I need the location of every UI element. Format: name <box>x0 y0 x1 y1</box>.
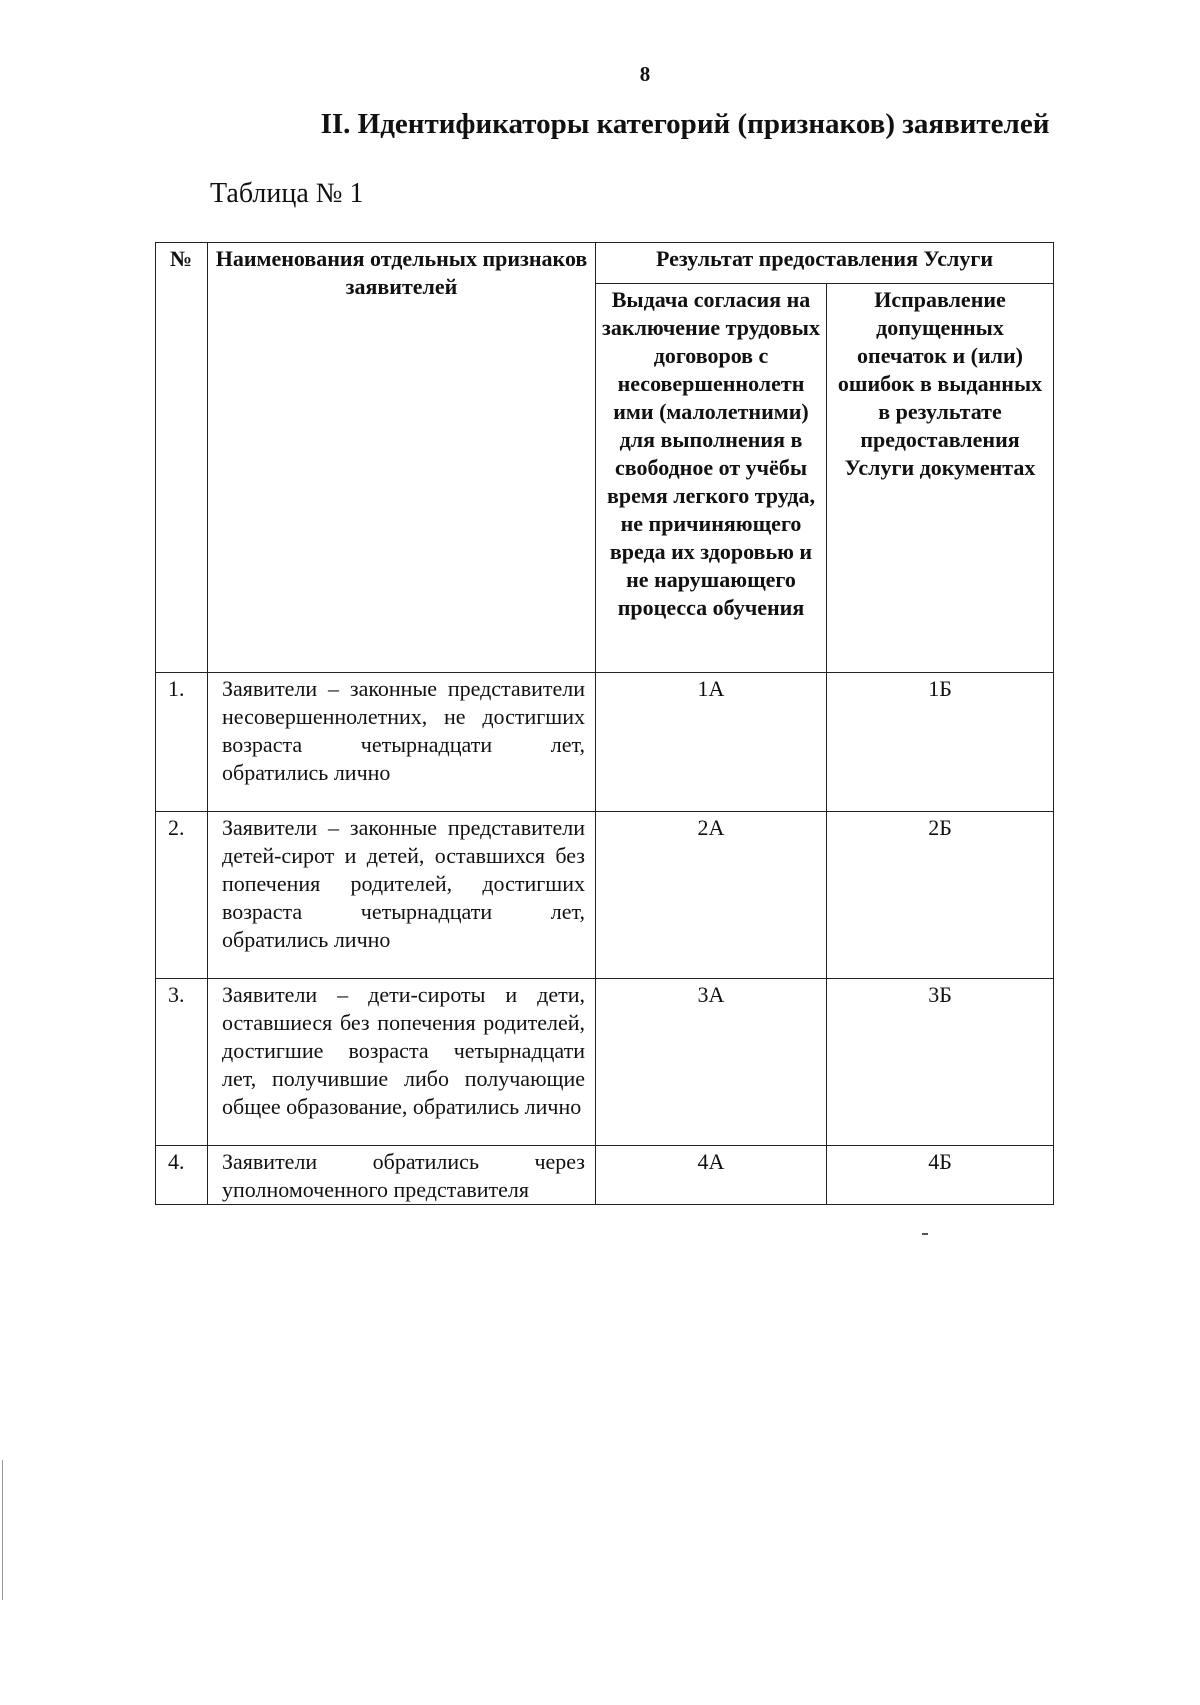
row-applicant-attribute: Заявители – дети-сироты и дети, оставшиеся без попечения родителей, достигшие возраста четырнадцати лет, получившие либо получающие общее образование, обратились лично <box>208 979 596 1146</box>
row-number: 4. <box>156 1146 208 1205</box>
table-row <box>156 812 1054 979</box>
row-code-consent: 2А <box>596 812 827 979</box>
table-row <box>156 979 1054 1146</box>
table-row <box>156 673 1054 812</box>
row-number: 1. <box>156 673 208 812</box>
header-result-consent: Выдача согласия на заключение трудовых договоров с несовершеннолетн ими (малолетними) для выполнения в свободное от учёбы время легкого труда, не причиняющего вреда их здоровью и не нарушающего процесса обучения <box>596 284 827 673</box>
page-number: 8 <box>639 62 651 86</box>
row-number: 3. <box>156 979 208 1146</box>
row-applicant-attribute: Заявители – законные представители несовершеннолетних, не достигших возраста четырнадцати лет, обратились лично <box>208 673 596 812</box>
row-code-correction: 1Б <box>827 673 1054 812</box>
header-applicant-attributes: Наименования отдельных признаков заявителей <box>208 243 596 673</box>
row-number: 2. <box>156 812 208 979</box>
scan-speck <box>922 1233 928 1235</box>
scan-edge-line <box>2 1460 3 1600</box>
row-code-correction: 4Б <box>827 1146 1054 1205</box>
table-body <box>156 673 1054 1205</box>
applicant-categories-table <box>155 242 1054 1205</box>
header-number: № <box>156 243 208 673</box>
header-service-result: Результат предоставления Услуги <box>596 243 1054 284</box>
table-caption: Таблица № 1 <box>210 178 364 209</box>
row-code-correction: 2Б <box>827 812 1054 979</box>
table-header <box>156 243 1054 673</box>
row-applicant-attribute: Заявители обратились через уполномоченного представителя <box>208 1146 596 1205</box>
row-code-correction: 3Б <box>827 979 1054 1146</box>
row-code-consent: 3А <box>596 979 827 1146</box>
row-code-consent: 4А <box>596 1146 827 1205</box>
table-header-row <box>156 243 1054 284</box>
header-result-correction: Исправление допущенных опечаток и (или) ошибок в выданных в результате предоставления Услуги документах <box>827 284 1054 673</box>
section-title: II. Идентификаторы категорий (признаков) заявителей <box>320 108 1050 140</box>
row-applicant-attribute: Заявители – законные представители детей-сирот и детей, оставшихся без попечения родителей, достигших возраста четырнадцати лет, обратились лично <box>208 812 596 979</box>
row-code-consent: 1А <box>596 673 827 812</box>
table-row <box>156 1146 1054 1205</box>
